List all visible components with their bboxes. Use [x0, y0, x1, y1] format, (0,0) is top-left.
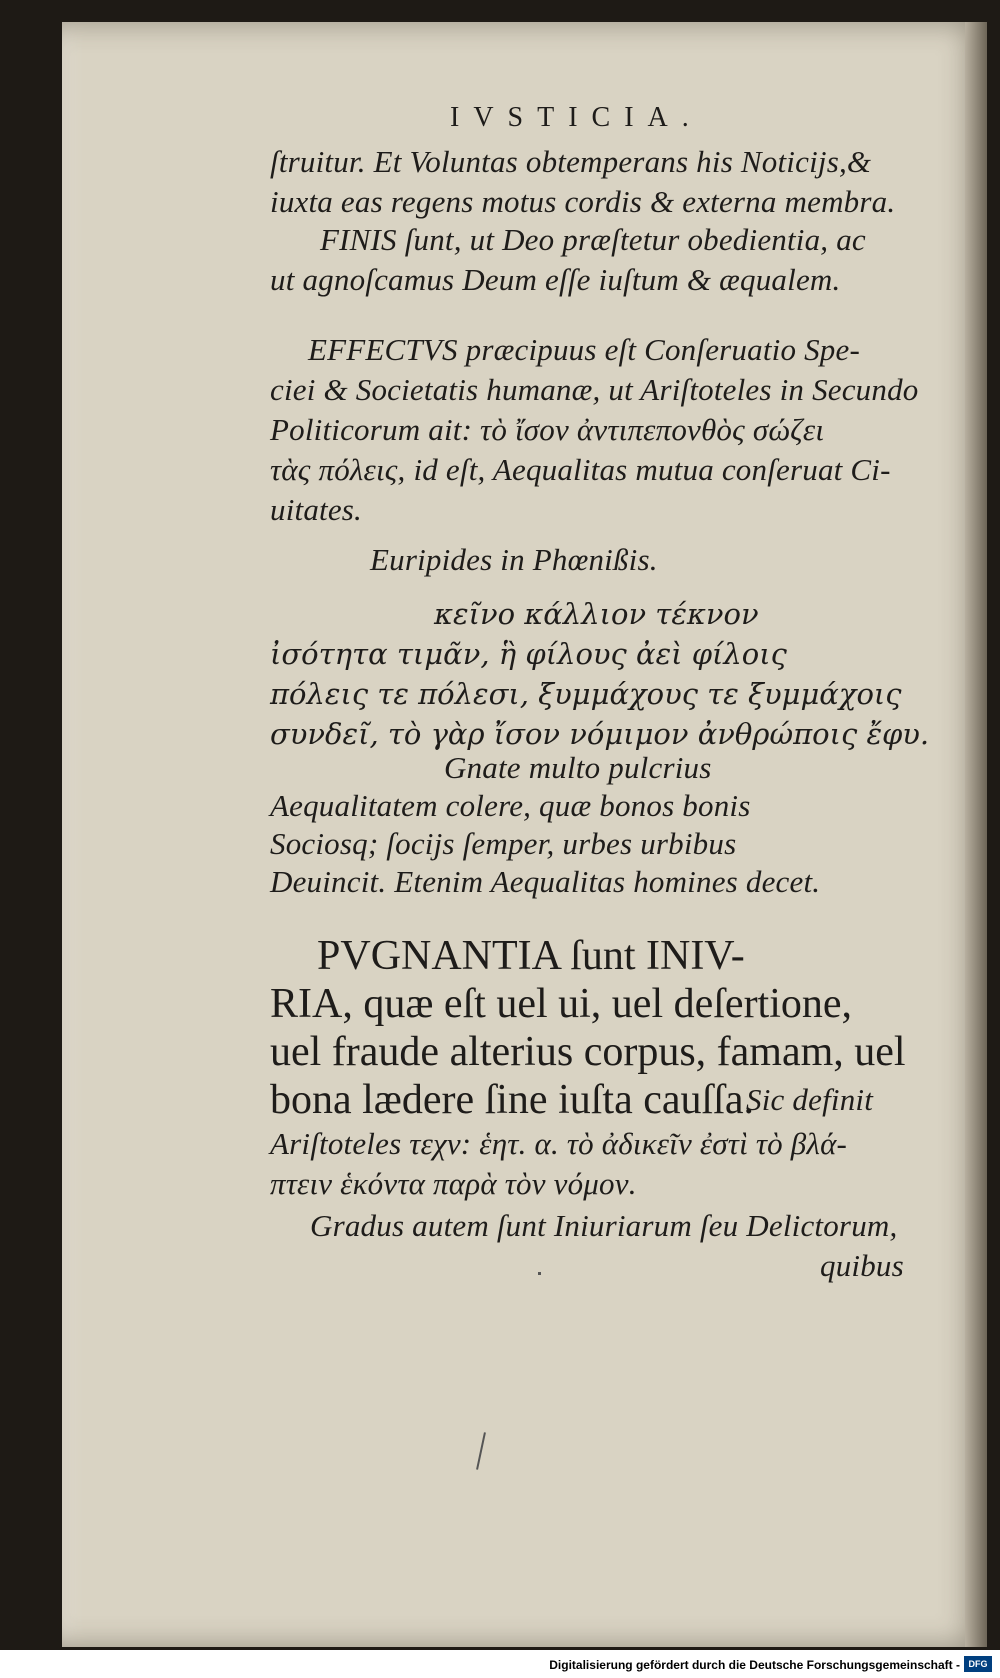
pugnantia-line-1: PVGNANTIA ſunt INIV- [317, 933, 745, 979]
effectus-line-4: τὰς πόλεις, id eſt, Aequalitas mutua conſeruat Ci- [270, 452, 891, 487]
page-gutter-shadow [965, 22, 987, 1647]
aristotle-definition-1: Ariſtoteles τεχν: ἑητ. α. τὸ ἀδικεῖν ἐστὶ τὸ βλά- [270, 1126, 848, 1161]
effectus-line-5: uitates. [270, 492, 363, 527]
gradus-line: Gradus autem ſunt Iniuriarum ſeu Delictorum, [310, 1208, 898, 1243]
effectus-line-3: Politicorum ait: τὸ ἴσον ἀντιπεπονθὸς σώζει [270, 412, 825, 447]
greek-verse-3: πόλεις τε πόλεσι, ξυμμάχους τε ξυμμάχοις [270, 677, 902, 711]
latin-verse-3: Sociosq; ſocijs ſemper, urbes urbibus [270, 826, 737, 861]
effectus-line-2: ciei & Societatis humanæ, ut Ariſtoteles in Secundo [270, 372, 919, 407]
latin-verse-2: Aequalitatem colere, quæ bonos bonis [270, 788, 751, 823]
greek-verse-4: συνδεῖ, τὸ γὰρ ἴσον νόμιμον ἀνθρώποις ἔφυ. [270, 717, 930, 751]
latin-verse-1: Gnate multo pulcrius [444, 750, 712, 785]
footer-bar [0, 1650, 1000, 1678]
pugnantia-line-4-note: Sic definit [746, 1082, 874, 1117]
definition-line-2: iuxta eas regens motus cordis & externa membra. [270, 184, 896, 219]
finis-line-2: ut agnoſcamus Deum eſſe iuſtum & æqualem. [270, 262, 841, 297]
definition-line-1: ſtruitur. Et Voluntas obtemperans his Noticijs,& [270, 144, 872, 179]
finis-line-1: FINIS ſunt, ut Deo præſtetur obedientia, ac [320, 222, 866, 257]
catchword: quibus [820, 1248, 904, 1283]
pugnantia-line-2: RIA, quæ eſt uel ui, uel deſertione, [270, 981, 853, 1027]
book-page [62, 22, 987, 1647]
ink-mark [476, 1432, 486, 1470]
ink-dot [538, 1272, 541, 1275]
running-head: IVSTICIA. [450, 102, 703, 133]
latin-verse-4: Deuincit. Etenim Aequalitas homines decet. [270, 864, 821, 899]
euripides-heading: Euripides in Phœnißis. [370, 542, 658, 577]
greek-verse-2: ἰσότητα τιμᾶν, ἣ φίλους ἀεὶ φίλοις [270, 637, 787, 671]
aristotle-definition-2: πτειν ἑκόντα παρὰ τὸν νόμον. [270, 1166, 637, 1201]
pugnantia-line-4: bona lædere ſine iuſta cauſſa. [270, 1077, 754, 1123]
dfg-logo: DFG [964, 1656, 992, 1672]
pugnantia-line-3: uel fraude alterius corpus, famam, uel [270, 1029, 906, 1075]
digitization-credit: Digitalisierung gefördert durch die Deutsche Forschungsgemeinschaft - [549, 1658, 960, 1672]
greek-verse-1: κεῖνο κάλλιον τέκνον [434, 597, 759, 631]
effectus-line-1: EFFECTVS præcipuus eſt Conſeruatio Spe- [308, 332, 860, 367]
